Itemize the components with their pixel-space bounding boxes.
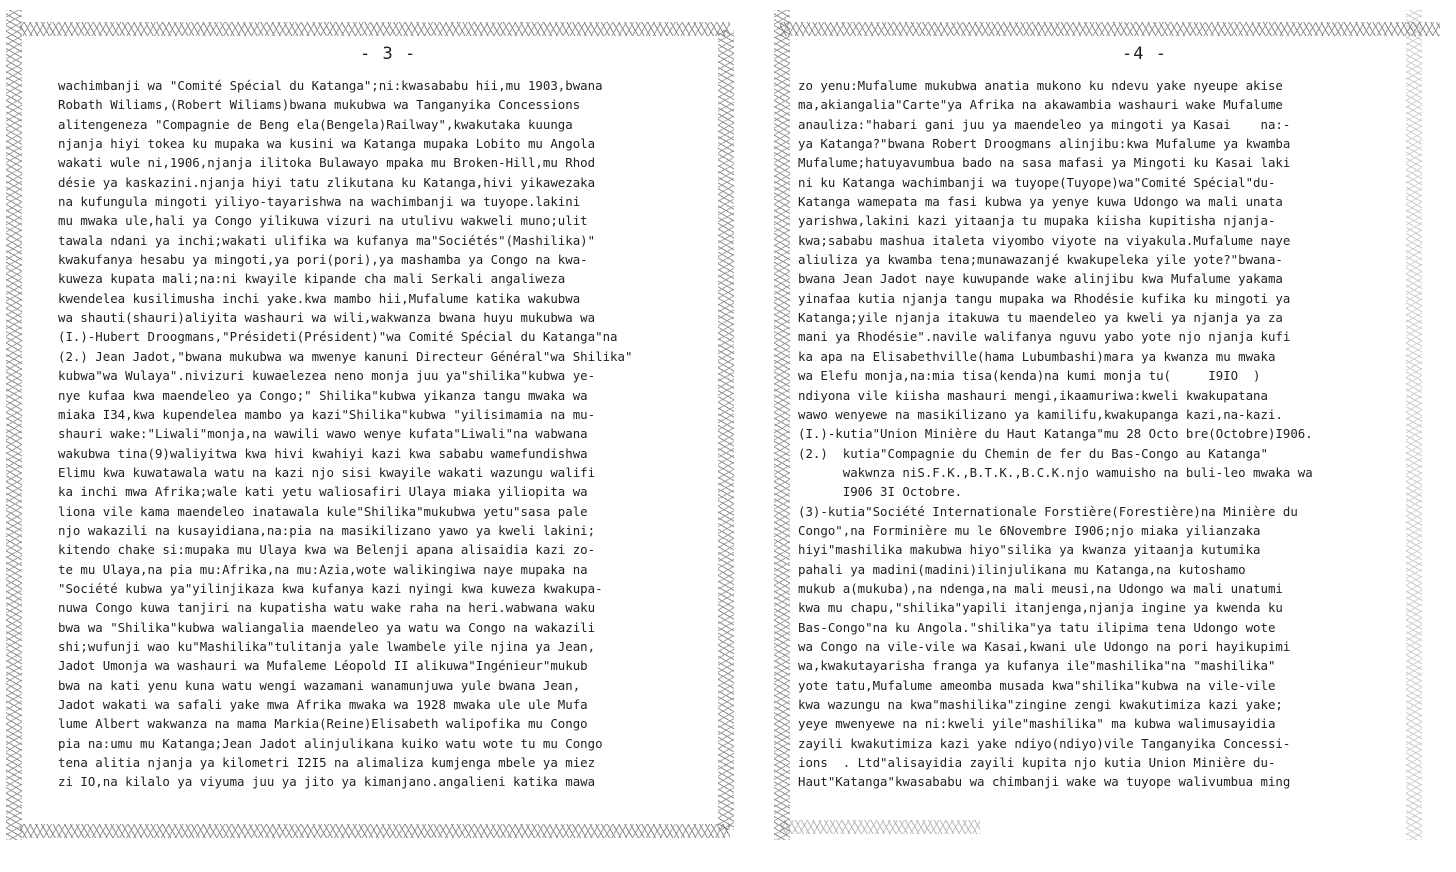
text-line: wa,kwakutayarisha franga ya kufanya ile"mashilika"na "mashilika" xyxy=(798,658,1276,674)
text-line: mukub a(mukuba),na ndenga,na mali meusi,na Udongo wa mali unatumi xyxy=(798,580,1283,596)
text-line: bwa wa "Shilika"kubwa waliangalia maendeleo ya watu wa Congo na wakazili xyxy=(58,619,596,635)
text-line: désie ya kaskazini.njanja hiyi tatu zlikutana ku Katanga,hivi yikawezaka xyxy=(58,174,596,190)
text-line: (3)-kutia"Société Internationale Forstière(Forestière)na Minière du xyxy=(798,503,1298,519)
text-line: Elimu kwa kuwatawala watu na kazi njo sisi kwayile wakati wazungu walifi xyxy=(58,464,596,480)
text-line: aliuliza ya kwamba tena;munawazanjé kwakupeleka yile yote?"bwana- xyxy=(798,252,1283,268)
text-line: mu mwaka ule,hali ya Congo yilikuwa vizuri na utulivu wakweli muno;ulit xyxy=(58,213,588,229)
text-line: (I.)-kutia"Union Minière du Haut Katanga"mu 28 Octo bre(Octobre)I906. xyxy=(798,426,1313,442)
text-line: ni ku Katanga wachimbanji wa tuyope(Tuyope)wa"Comité Spécial"du- xyxy=(798,174,1276,190)
text-line: na kufungula mingoti yiliyo-tayarishwa na wachimbanji wa tuyope.lakini xyxy=(58,194,581,210)
decorative-border-right xyxy=(718,30,734,830)
text-line: bwana Jean Jadot naye kuwupande wake alinjibu kwa Mufalume yakama xyxy=(798,271,1283,287)
text-line: wakubwa tina(9)waliyitwa kwa hivi kwahiyi kazi kwa sababu wamefundishwa xyxy=(58,445,588,461)
text-line: I906 3I Octobre. xyxy=(798,484,963,500)
text-line: Robath Wiliams,(Robert Wiliams)bwana mukubwa wa Tanganyika Concessions xyxy=(58,97,581,113)
text-line: yinafaa kutia njanja tangu mupaka wa Rhodésie kufika ku mingoti ya xyxy=(798,290,1291,306)
text-line: tawala ndani ya inchi;wakati ulifika wa kufanya ma"Sociétés"(Mashilika)" xyxy=(58,232,596,248)
text-line: zo yenu:Mufalume mukubwa anatia mukono ku ndevu yake nyeupe akise xyxy=(798,78,1283,93)
text-line: tena alitia njanja ya kilometri I2I5 na alimaliza kumjenga mbele ya miez xyxy=(58,755,596,771)
text-line: shauri wake:"Liwali"monja,na wawili wawo wenye kufata"Liwali"na wabwana xyxy=(58,426,588,442)
text-line: yote tatu,Mufalume ameomba musada kwa"shilika"kubwa na vile-vile xyxy=(798,677,1276,693)
text-line: "Société kubwa ya"yilinjikaza kwa kufanya kazi nyingi kwa kuweza kwakupa- xyxy=(58,580,603,596)
text-line: kuweza kupata mali;na:ni kwayile kipande cha mali Serkali angaliweza xyxy=(58,271,566,287)
text-line: Jadot wakati wa safali yake mwa Afrika mwaka wa 1928 mwaka ule ule Mufa xyxy=(58,697,588,712)
text-line: (2.) Jean Jadot,"bwana mukubwa wa mwenye kanuni Directeur Général"wa Shilika" xyxy=(58,348,633,364)
text-line: Congo",na Forminière mu le 6Novembre I906;njo miaka yilianzaka xyxy=(798,522,1261,538)
text-line: zi IO,na kilalo ya viyuma juu ya jito ya kimanjano.angalieni katika mawa xyxy=(58,774,596,790)
page-number: -4 - xyxy=(1122,44,1167,64)
text-line: kwa mu chapu,"shilika"yapili itanjenga,njanja ingine ya kwenda ku xyxy=(798,600,1283,616)
text-line: ka inchi mwa Afrika;wale kati yetu waliosafiri Ulaya miaka yiliopita wa xyxy=(58,484,588,500)
text-line: Jadot Umonja wa washauri wa Mufaleme Léopold II alikuwa"Ingénieur"mukub xyxy=(58,658,588,674)
text-line: njanja hiyi tokea ku mupaka wa kusini wa Katanga mupaka Lobito mu Angola xyxy=(58,136,596,152)
text-line: pahali ya madini(madini)ilinjulikana mu Katanga,na kutoshamo xyxy=(798,561,1246,577)
text-line: shi;wufunji wao ku"Mashilika"tulitanja yale lwambele yile njina ya Jean, xyxy=(58,638,596,654)
text-line: mani ya Rhodésie".navile walifanya nguvu yabo yote njo njanja kufi xyxy=(798,329,1291,345)
text-line: ndiyona vile kiisha mashauri mengi,ikaamuriwa:kweli kwakupatana xyxy=(798,387,1268,403)
decorative-border-left xyxy=(774,10,790,840)
text-line: te mu Ulaya,na pia mu:Afrika,na mu:Azia,wote walikingiwa naye mupaka na xyxy=(58,561,588,577)
text-line: yarishwa,lakini kazi yitaanja tu mupaka kiisha kupitisha njanja- xyxy=(798,213,1276,229)
page-body-text xyxy=(58,76,708,792)
text-line: wa Elefu monja,na:mia tisa(kenda)na kumi monja tu( I9IO ) xyxy=(798,368,1261,384)
text-line: (2.) kutia"Compagnie du Chemin de fer du Bas-Congo au Katanga" xyxy=(798,445,1268,461)
text-line: Katanga;yile njanja itakuwa tu maendeleo ya kweli ya njanja ya za xyxy=(798,310,1283,326)
text-line: Haut"Katanga"kwasababu wa chimbanji wake wa tuyope walivumbua ming xyxy=(798,774,1291,790)
text-line: ka apa na Elisabethville(hama Lubumbashi)mara ya kwanza mu mwaka xyxy=(798,348,1276,364)
text-line: wa Congo na vile-vile wa Kasai,kwani ule Udongo na pori hayikupimi xyxy=(798,638,1291,654)
text-line: Bas-Congo"na ku Angola."shilika"ya tatu ilipima tena Udongo wote xyxy=(798,619,1276,635)
text-line: kwa;sababu mashua italeta viyombo viyote na viyakula.Mufalume naye xyxy=(798,232,1291,248)
text-line: nye kufaa kwa maendeleo ya Congo;" Shilika"kubwa yikanza tangu mwaka wa xyxy=(58,387,588,403)
text-line: Mufalume;hatuyavumbua bado na sasa mafasi ya Mingoti ku Kasai laki xyxy=(798,155,1291,171)
text-line: kwendelea kusilimusha inchi yake.kwa mambo hii,Mufalume katika wakubwa xyxy=(58,290,581,306)
text-line: Katanga wamepata ma fasi kubwa ya yenye kuwa Udongo wa mali unata xyxy=(798,194,1283,210)
text-line: wa shauti(shauri)aliyita washauri wa wili,wakwanza bwana huyu mukubwa wa xyxy=(58,310,596,326)
text-line: anauliza:"habari gani juu ya maendeleo ya mingoti ya Kasai na:- xyxy=(798,116,1291,132)
text-line: liona vile kama maendeleo inatawala kule"Shilika"mukubwa yetu"sasa pale xyxy=(58,503,588,519)
text-line: pia na:umu mu Katanga;Jean Jadot alinjulikana kuiko watu wote tu mu Congo xyxy=(58,735,603,751)
text-line: miaka I34,kwa kupendelea mambo ya kazi"Shilika"kubwa "yilisimamia na mu- xyxy=(58,406,596,422)
text-line: ions . Ltd"alisayidia zayili kupita njo kutia Union Minière du- xyxy=(798,755,1276,771)
text-line: kwakufanya hesabu ya mingoti,ya pori(pori),ya mashamba ya Congo na kwa- xyxy=(58,252,588,268)
decorative-border-bottom xyxy=(780,820,980,834)
text-line: alitengeneza "Compagnie de Beng ela(Bengela)Railway",kwakutaka kuunga xyxy=(58,116,573,132)
text-line: (I.)-Hubert Droogmans,"Présideti(Président)"wa Comité Spécial du Katanga"na xyxy=(58,329,618,345)
right-page xyxy=(770,0,1456,872)
text-line: ma,akiangalia"Carte"ya Afrika na akawambia washauri wake Mufalume xyxy=(798,97,1283,113)
text-line: wakwnza niS.F.K.,B.T.K.,B.C.K.njo wamuisho na buli-leo mwaka wa xyxy=(798,464,1313,480)
text-line: bwa na kati yenu kuna watu wengi wazamani wanamunjuwa yule bwana Jean, xyxy=(58,677,581,693)
text-line: wachimbanji wa "Comité Spécial du Katanga";ni:kwasababu hii,mu 1903,bwana xyxy=(58,78,603,93)
decorative-border-left xyxy=(6,10,22,840)
text-line: kitendo chake si:mupaka mu Ulaya kwa wa Belenji apana alisaidia kazi zo- xyxy=(58,542,596,558)
text-line: wawo wenyewe na masikilizano ya kamilifu,kwakupanga kazi,na-kazi. xyxy=(798,406,1283,422)
page-body-text xyxy=(798,76,1408,792)
text-line: kwa wazungu na kwa"mashilika"zingine zengi kwakutimiza kazi yake; xyxy=(798,697,1283,712)
text-line: ya Katanga?"bwana Robert Droogmans alinjibu:kwa Mufalume ya kwamba xyxy=(798,136,1291,152)
decorative-border-top xyxy=(20,22,730,36)
text-line: zayili kwakutimiza kazi yake ndiyo(ndiyo)vile Tanganyika Concessi- xyxy=(798,735,1291,751)
decorative-border-top xyxy=(780,22,1440,36)
text-line: lume Albert wakwanza na mama Markia(Reine)Elisabeth walipofika mu Congo xyxy=(58,716,588,732)
decorative-border-right xyxy=(1406,10,1422,840)
decorative-border-bottom xyxy=(20,824,730,838)
text-line: kubwa"wa Wulaya".nivizuri kuwaelezea neno monja juu ya"shilika"kubwa ye- xyxy=(58,368,596,384)
text-line: njo wakazili na kusayidiana,na:pia na masikilizano yawo ya kweli lakini; xyxy=(58,522,596,538)
text-line: wakati wule ni,1906,njanja ilitoka Bulawayo mpaka mu Broken-Hill,mu Rhod xyxy=(58,155,596,171)
text-line: yeye mwenyewe na ni:kweli yile"mashilika" ma kubwa walimusayidia xyxy=(798,716,1276,732)
text-line: nuwa Congo kuwa tanjiri na kupatisha watu wake raha na heri.wabwana waku xyxy=(58,600,596,616)
page-number: - 3 - xyxy=(360,44,417,64)
text-line: hiyi"mashilika makubwa hiyo"silika ya kwanza yitaanja kutumika xyxy=(798,542,1261,558)
